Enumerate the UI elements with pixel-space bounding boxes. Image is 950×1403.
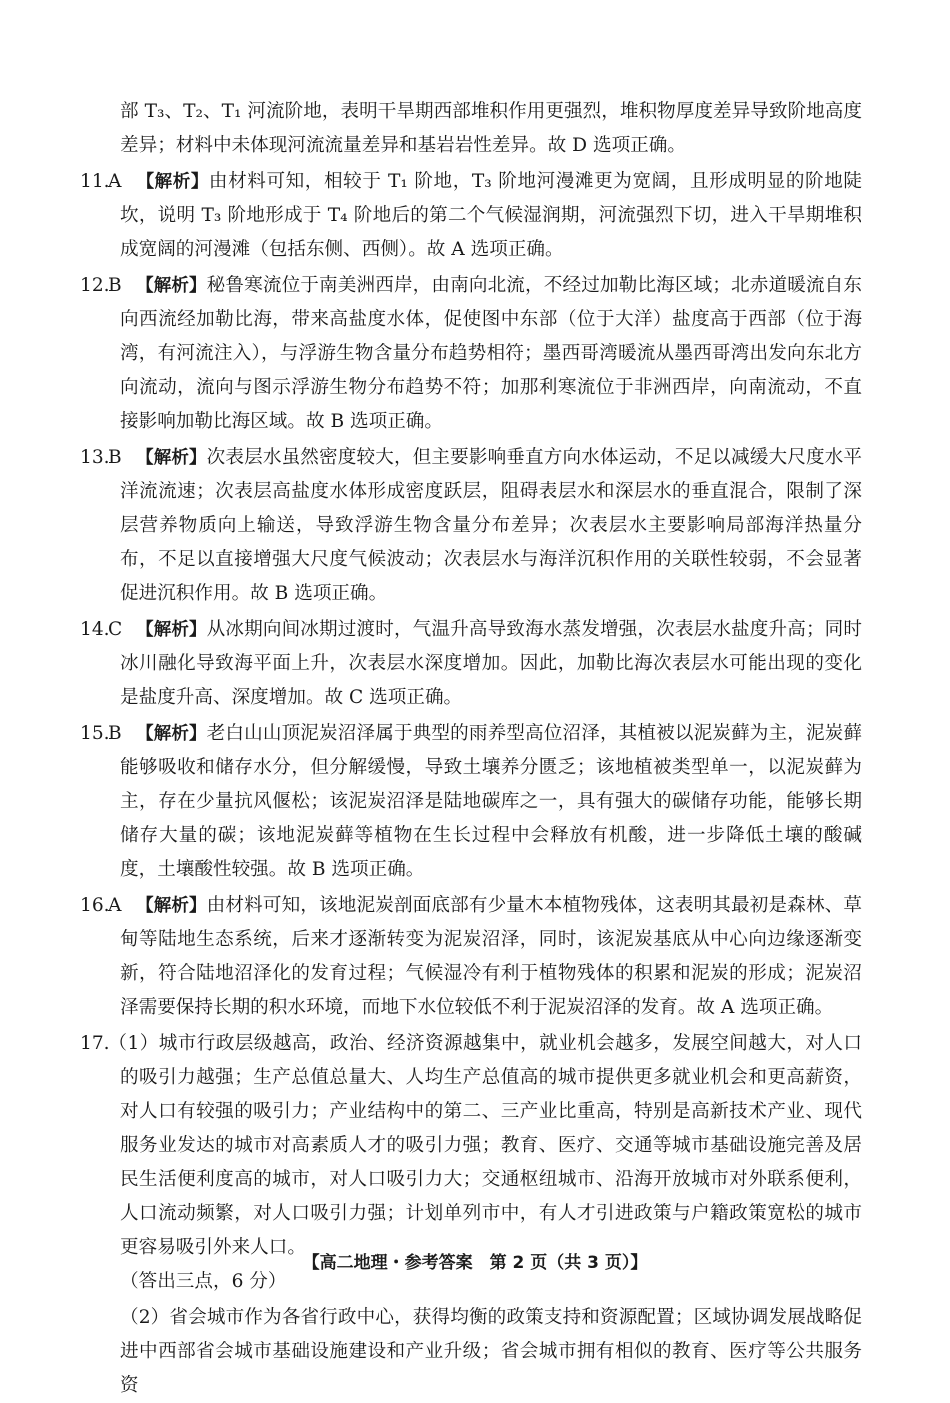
item-text: 从冰期向间冰期过渡时，气温升高导致海水蒸发增强，次表层水盐度升高；同时冰川融化导致海平面上升，次表层水深度增加。因此，加勒比海次表层水可能出现的变化是盐度升高、深度增加。故 C 选项正确。 — [120, 619, 862, 708]
item-number: 14. — [80, 619, 110, 640]
item-text: 由材料可知，该地泥炭剖面底部有少量木本植物残体，这表明其最初是森林、草甸等陆地生态系统，后来才逐渐转变为泥炭沼泽，同时，该泥炭基底从中心向边缘逐渐变新，符合陆地沼泽化的发育过程；气候湿冷有利于植物残体的积累和泥炭的形成；泥炭沼泽需要保持长期的积水环境，而地下水位较低不利于泥炭沼泽的发育。故 A 选项正确。 — [120, 895, 862, 1018]
analysis-label: 【解析】 — [136, 620, 207, 640]
q17-part1: （1）城市行政层级越高，政治、经济资源越集中，就业机会越多，发展空间越大，对人口的吸引力越强；生产总值总量大、人均生产总值高的城市提供更多就业机会和更高薪资，对人口有较强的吸引力；产业结构中的第二、三产业比重高，特别是高新技术产业、现代服务业发达的城市对高素质人才的吸引力强；教育、医疗、交通等城市基础设施完善及居民生活便利度高的城市，对人口吸引力大；交通枢纽城市、沿海开放城市对外联系便利，人口流动频繁，对人口吸引力强；计划单列市中，有人才引进政策与户籍政策宽松的城市更容易吸引外来人口。 — [108, 1033, 862, 1258]
item-number: 11. — [80, 171, 110, 192]
item-text: 秘鲁寒流位于南美洲西岸，由南向北流，不经过加勒比海区域；北赤道暖流自东向西流经加勒比海，带来高盐度水体，促使图中东部（位于大洋）盐度高于西部（位于海湾，有河流注入），与浮游生物含量分布趋势相符；墨西哥湾暖流从墨西哥湾出发向东北方向流动，流向与图示浮游生物分布趋势不符；加那利寒流位于非洲西岸，向南流动，不直接影响加勒比海区域。故 B 选项正确。 — [120, 275, 862, 432]
item-number: 16. — [80, 895, 110, 916]
answer-item-11 — [80, 165, 862, 267]
q17-part2: （2）省会城市作为各省行政中心，获得均衡的政策支持和资源配置；区域协调发展战略促进中西部省会城市基础设施建设和产业升级；省会城市拥有相似的教育、医疗等公共服务资 — [120, 1307, 862, 1396]
item-answer: C — [108, 619, 123, 640]
item-number: 13. — [80, 447, 110, 468]
q17-part1-score: （答出三点，6 分） — [120, 1271, 287, 1292]
analysis-label: 【解析】 — [136, 896, 207, 916]
item-number: 12. — [80, 275, 110, 296]
analysis-label: 【解析】 — [136, 172, 209, 192]
answer-item-14 — [80, 613, 862, 715]
item-text: 次表层水虽然密度较大，但主要影响垂直方向水体运动，不足以减缓大尺度水平洋流流速；次表层高盐度水体形成密度跃层，阻碍表层水和深层水的垂直混合，限制了深层营养物质向上输送，导致浮游生物含量分布差异；次表层水主要影响局部海洋热量分布，不足以直接增强大尺度气候波动；次表层水与海洋沉积作用的关联性较弱，不会显著促进沉积作用。故 B 选项正确。 — [120, 447, 862, 604]
intro-paragraph: 部 T₃、T₂、T₁ 河流阶地，表明干旱期西部堆积作用更强烈，堆积物厚度差异导致阶地高度差异；材料中未体现河流流量差异和基岩岩性差异。故 D 选项正确。 — [120, 101, 862, 156]
item-answer: A — [108, 171, 122, 192]
item-text: 由材料可知，相较于 T₁ 阶地，T₃ 阶地河漫滩更为宽阔，且形成明显的阶地陡坎，说明 T₃ 阶地形成于 T₄ 阶地后的第二个气候湿润期，河流强烈下切，进入干旱期堆积成宽阔的河漫滩（包括东侧、西侧）。故 A 选项正确。 — [120, 171, 862, 260]
item-answer: B — [108, 723, 122, 744]
analysis-label: 【解析】 — [136, 724, 207, 744]
answer-content — [80, 95, 862, 1403]
analysis-label: 【解析】 — [136, 276, 207, 296]
analysis-label: 【解析】 — [136, 448, 207, 468]
answer-item-12 — [80, 269, 862, 439]
page-footer: 【高二地理・参考答案 第 2 页（共 3 页）】 — [302, 1253, 648, 1273]
item-number: 15. — [80, 723, 110, 744]
item-number: 17. — [80, 1033, 110, 1054]
item-answer: A — [108, 895, 122, 916]
item-answer: B — [108, 275, 122, 296]
answer-item-16 — [80, 889, 862, 1025]
item-answer: B — [108, 447, 122, 468]
answer-item-15 — [80, 717, 862, 887]
answer-item-13 — [80, 441, 862, 611]
item-text: 老白山山顶泥炭沼泽属于典型的雨养型高位沼泽，其植被以泥炭藓为主，泥炭藓能够吸收和储存水分，但分解缓慢，导致土壤养分匮乏；该地植被类型单一，以泥炭藓为主，存在少量抗风偃松；该泥炭沼泽是陆地碳库之一，具有强大的碳储存功能，能够长期储存大量的碳；该地泥炭藓等植物在生长过程中会释放有机酸，进一步降低土壤的酸碱度，土壤酸性较强。故 B 选项正确。 — [120, 723, 862, 880]
